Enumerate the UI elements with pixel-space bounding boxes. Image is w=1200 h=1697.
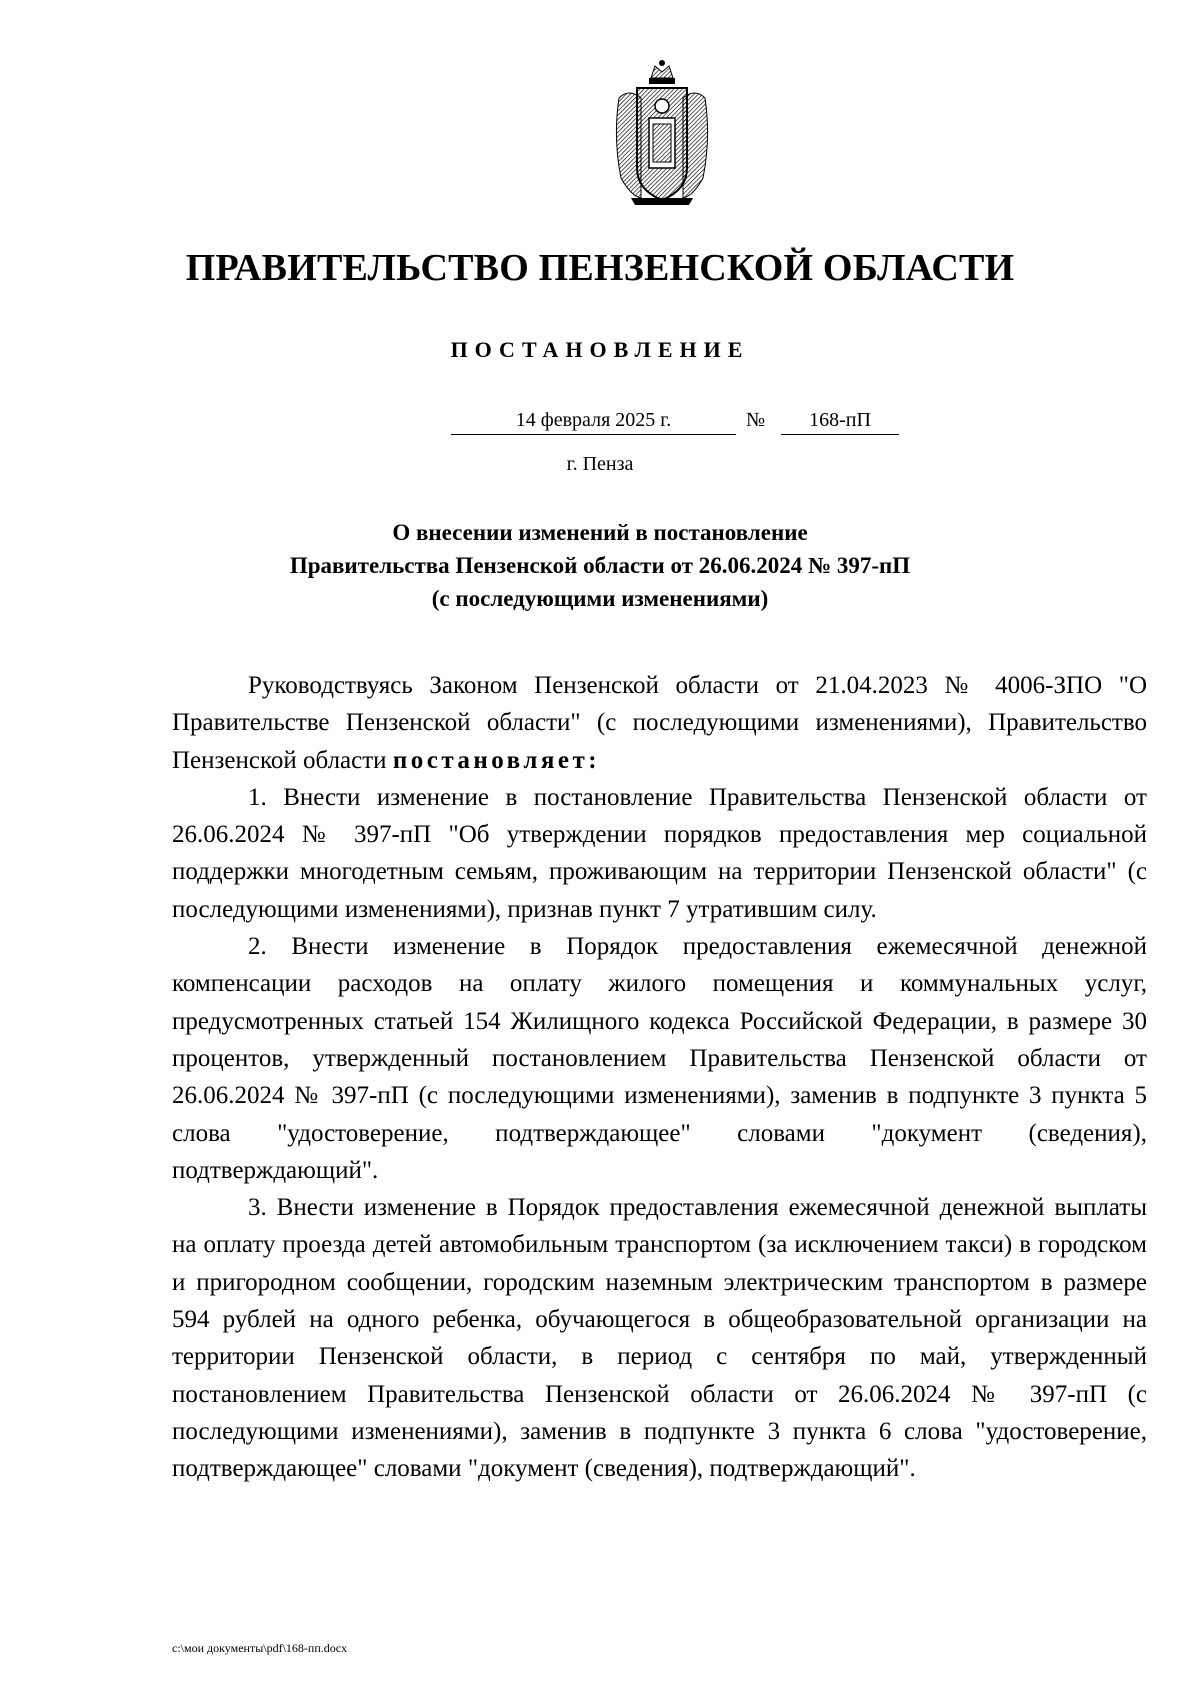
- preamble-paragraph: [172, 667, 1147, 779]
- subject-line-1: О внесении изменений в постановление: [392, 520, 808, 545]
- subject-line-3: (с последующими изменениями): [431, 586, 769, 611]
- document-number: 168-пП: [781, 409, 899, 435]
- item-3-paragraph: 3. Внести изменение в Порядок предоставления ежемесячной денежной выплаты на оплату проезда детей автомобильным транспортом (за исключением такси) в городском и пригородном сообщении, городским наземным электрическим транспортом в размере 594 рублей на одного ребенка, обучающегося в общеобразовательной организации на территории Пензенской области, в период с сентября по май, утвержденный постановлением Правительства Пензенской области от 26.06.2024 № 397-пП (с последующими изменениями), заменив в подпункте 3 пункта 6 слова "удостоверение, подтверждающее" словами "документ (сведения), подтверждающий".: [172, 1194, 1147, 1483]
- coat-of-arms-icon: [611, 58, 713, 206]
- footer-file-path: c:\мои документы\pdf\168-пп.docx: [172, 1641, 348, 1655]
- document-type: ПОСТАНОВЛЕНИЕ: [450, 337, 750, 362]
- city: г. Пенза: [566, 453, 634, 475]
- subject-line-2: Правительства Пензенской области от 26.06.2024 № 397-пП: [289, 553, 911, 578]
- date-number-line: [451, 409, 899, 441]
- number-sign: №: [746, 409, 766, 431]
- organization-title: ПРАВИТЕЛЬСТВО ПЕНЗЕНСКОЙ ОБЛАСТИ: [185, 247, 1015, 289]
- document-subject: [0, 516, 1200, 615]
- resolves-word: постановляет:: [392, 746, 601, 774]
- item-2-paragraph: 2. Внести изменение в Порядок предоставления ежемесячной денежной компенсации расходов на оплату жилого помещения и коммунальных услуг, предусмотренных статьей 154 Жилищного кодекса Российской Федерации, в размере 30 процентов, утвержденный постановлением Правительства Пензенской области от 26.06.2024 № 397-пП (с последующими изменениями), заменив в подпункте 3 пункта 5 слова "удостоверение, подтверждающее" словами "документ (сведения), подтверждающий".: [172, 933, 1147, 1184]
- preamble-text: Руководствуясь Законом Пензенской области от 21.04.2023 № 4006-ЗПО "О Правительстве Пензенской области" (с последующими изменениями), Правительство Пензенской области: [172, 672, 1147, 774]
- document-date: 14 февраля 2025 г.: [451, 409, 736, 435]
- item-1-paragraph: 1. Внести изменение в постановление Правительства Пензенской области от 26.06.2024 № 397-пП "Об утверждении порядков предоставления мер социальной поддержки многодетным семьям, проживающим на территории Пензенской области" (с последующими изменениями), признав пункт 7 утратившим силу.: [172, 783, 1147, 923]
- document-body: [172, 667, 1147, 1488]
